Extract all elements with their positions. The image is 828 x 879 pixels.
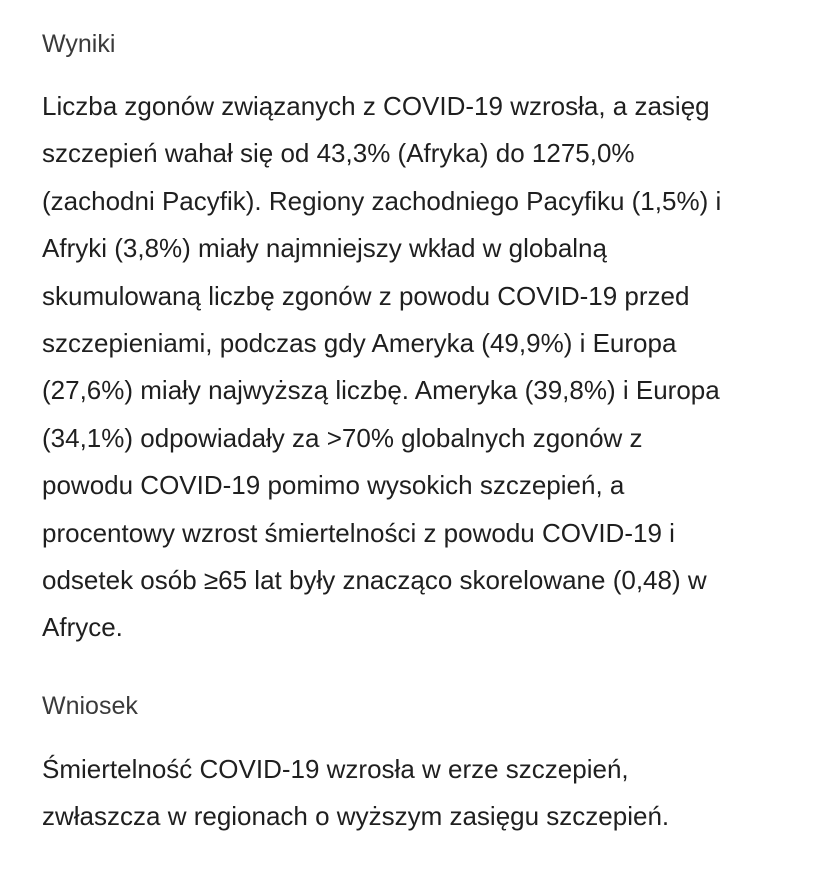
- text-line: (27,6%) miały najwyższą liczbę. Ameryka (39,8%) i Europa: [42, 375, 720, 406]
- text-line: zwłaszcza w regionach o wyższym zasięgu szczepień.: [42, 801, 670, 832]
- results-paragraph: [42, 83, 802, 652]
- text-line: Liczba zgonów związanych z COVID-19 wzrosła, a zasięg: [42, 91, 710, 121]
- text-line: skumulowaną liczbę zgonów z powodu COVID-19 przed: [42, 280, 690, 311]
- text-line: procentowy wzrost śmiertelności z powodu COVID-19 i: [42, 517, 675, 548]
- text-line: Afryce.: [42, 612, 123, 643]
- text-line: (34,1%) odpowiadały za >70% globalnych zgonów z: [42, 422, 643, 453]
- text-line: szczepień wahał się od 43,3% (Afryka) do 1275,0%: [42, 138, 635, 169]
- text-line: Śmiertelność COVID-19 wzrosła w erze szczepień,: [42, 754, 629, 784]
- text-line: (zachodni Pacyfik). Regiony zachodniego Pacyfiku (1,5%) i: [42, 185, 722, 216]
- conclusion-paragraph: [42, 746, 802, 841]
- section-heading-results: Wyniki: [42, 30, 116, 58]
- text-line: szczepieniami, podczas gdy Ameryka (49,9%) i Europa: [42, 327, 677, 358]
- text-line: powodu COVID-19 pomimo wysokich szczepień, a: [42, 470, 625, 501]
- text-line: Afryki (3,8%) miały najmniejszy wkład w globalną: [42, 233, 607, 264]
- section-heading-conclusion: Wniosek: [42, 692, 138, 720]
- text-line: odsetek osób ≥65 lat były znacząco skorelowane (0,48) w: [42, 564, 707, 595]
